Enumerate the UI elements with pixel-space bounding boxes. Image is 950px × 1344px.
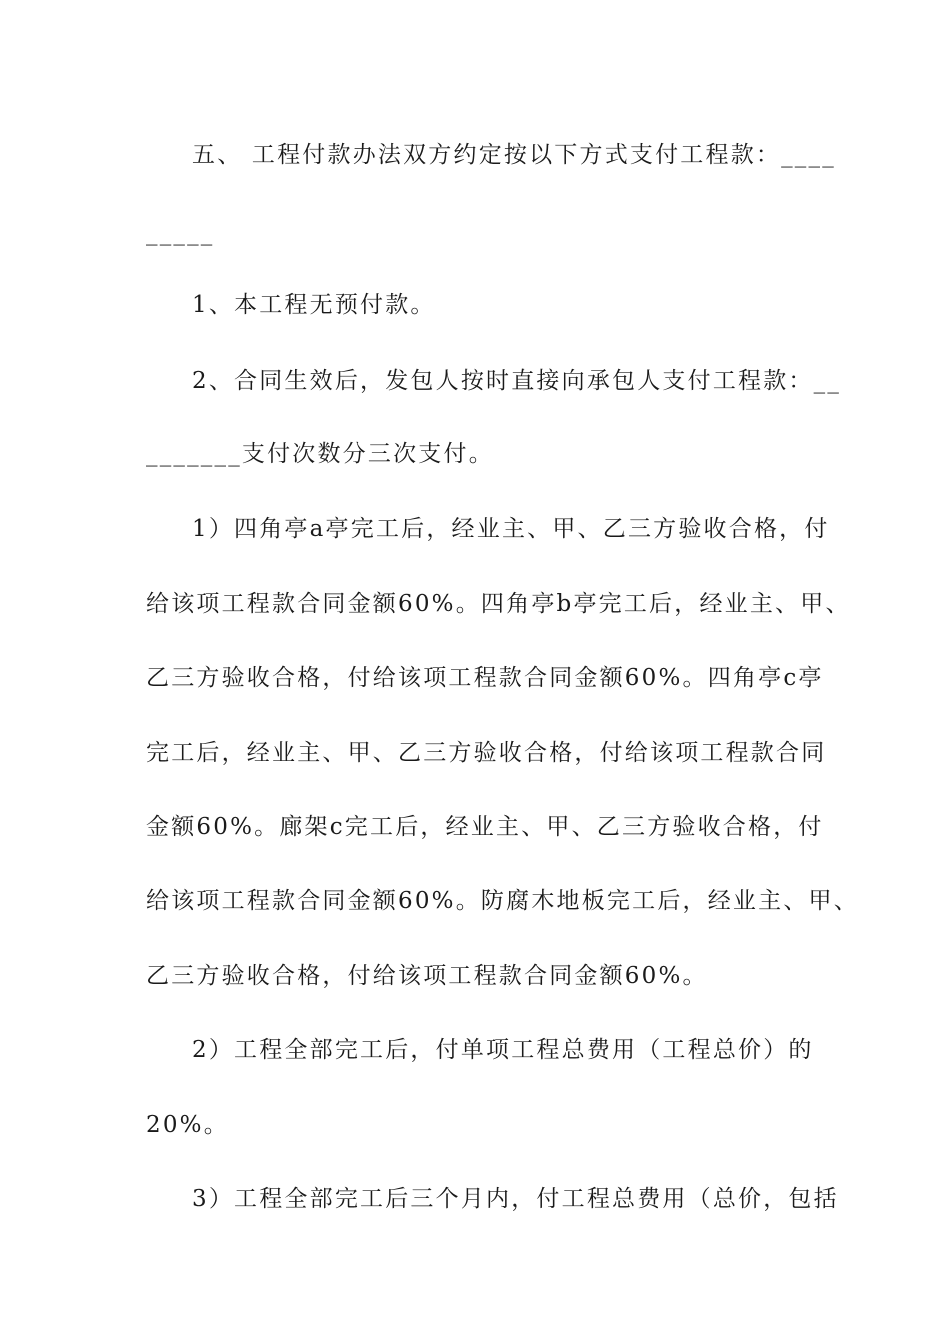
text-line: 20%。 — [146, 1112, 229, 1138]
text-line: 给该项工程款合同金额60%。四角亭b亭完工后，经业主、甲、 — [146, 591, 851, 617]
text-line: 乙三方验收合格，付给该项工程款合同金额60%。 — [146, 963, 708, 989]
text-line: 3）工程全部完工后三个月内，付工程总费用（总价，包括 — [192, 1186, 839, 1212]
text-line: _______支付次数分三次支付。 — [146, 441, 494, 467]
text-line: 1）四角亭a亭完工后，经业主、甲、乙三方验收合格，付 — [192, 516, 830, 542]
section-heading-line: 五、 工程付款办法双方约定按以下方式支付工程款：____ — [192, 142, 836, 168]
text-line: 2、合同生效后，发包人按时直接向承包人支付工程款：__ — [192, 368, 842, 394]
text-line: 乙三方验收合格，付给该项工程款合同金额60%。四角亭c亭 — [146, 665, 824, 691]
text-line: 完工后，经业主、甲、乙三方验收合格，付给该项工程款合同 — [146, 740, 827, 766]
text-line: 给该项工程款合同金额60%。防腐木地板完工后，经业主、甲、 — [146, 888, 859, 914]
text-line: 1、本工程无预付款。 — [192, 292, 436, 318]
text-line: 金额60%。廊架c完工后，经业主、甲、乙三方验收合格，付 — [146, 814, 824, 840]
text-line: _____ — [146, 220, 215, 246]
text-line: 2）工程全部完工后，付单项工程总费用（工程总价）的 — [192, 1037, 814, 1063]
